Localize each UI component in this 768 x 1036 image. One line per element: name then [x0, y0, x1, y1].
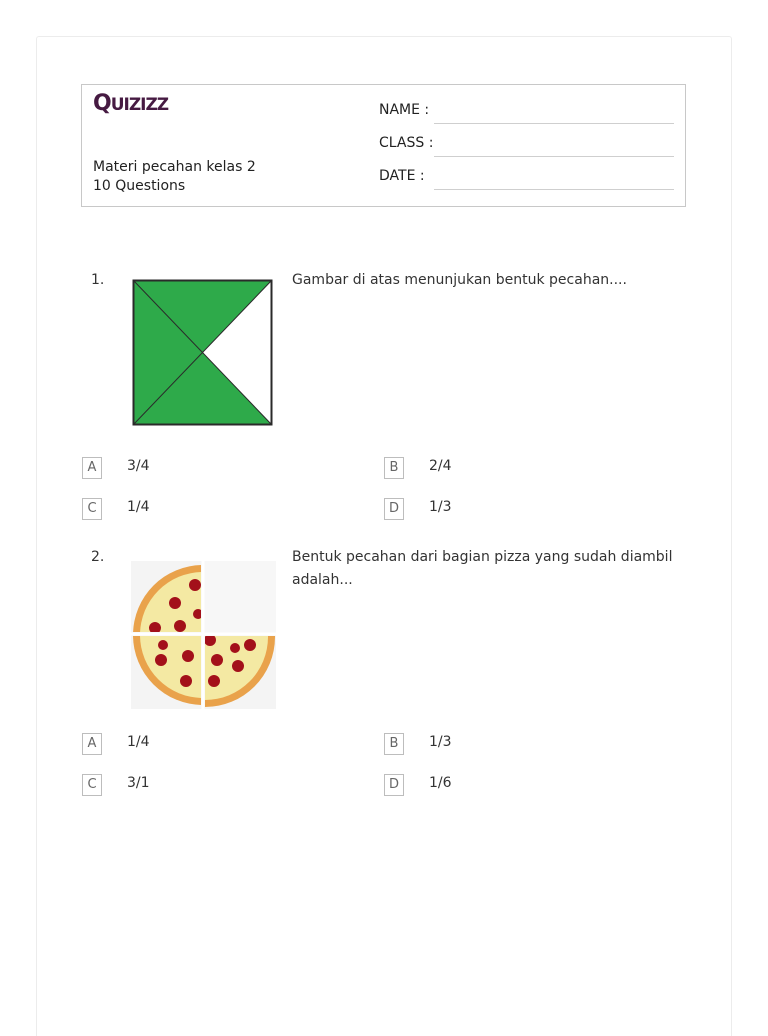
worksheet-header [81, 84, 686, 207]
option-letter: C [82, 774, 102, 796]
name-label: NAME : [379, 102, 430, 118]
class-label: CLASS : [379, 135, 434, 151]
class-field[interactable] [379, 135, 674, 157]
quizizz-logo: QUIZIZZ [93, 91, 169, 116]
question-1-text: Gambar di atas menunjukan bentuk pecahan.... [292, 272, 627, 288]
name-field[interactable] [379, 102, 674, 124]
option-letter: D [384, 774, 404, 796]
pizza-fraction-figure [131, 561, 276, 709]
question-2-number: 2. [91, 549, 105, 565]
option-text: 2/4 [429, 458, 452, 474]
option-letter: A [82, 733, 102, 755]
date-label: DATE : [379, 168, 425, 184]
question-2-text: Bentuk pecahan dari bagian pizza yang sudah diambil adalah... [292, 549, 673, 588]
option-letter: A [82, 457, 102, 479]
option-text: 1/6 [429, 775, 452, 791]
square-fraction-figure [132, 279, 273, 426]
question-1-number: 1. [91, 272, 105, 288]
option-text: 1/3 [429, 499, 452, 515]
option-text: 3/1 [127, 775, 150, 791]
option-text: 1/4 [127, 499, 150, 515]
option-letter: B [384, 457, 404, 479]
option-text: 1/3 [429, 734, 452, 750]
name-line[interactable] [434, 123, 674, 124]
option-text: 1/4 [127, 734, 150, 750]
quiz-title: Materi pecahan kelas 2 [93, 159, 256, 175]
option-text: 3/4 [127, 458, 150, 474]
option-letter: B [384, 733, 404, 755]
option-letter: D [384, 498, 404, 520]
date-field[interactable] [379, 168, 674, 190]
option-letter: C [82, 498, 102, 520]
class-line[interactable] [434, 156, 674, 157]
date-line[interactable] [434, 189, 674, 190]
question-count: 10 Questions [93, 178, 186, 194]
